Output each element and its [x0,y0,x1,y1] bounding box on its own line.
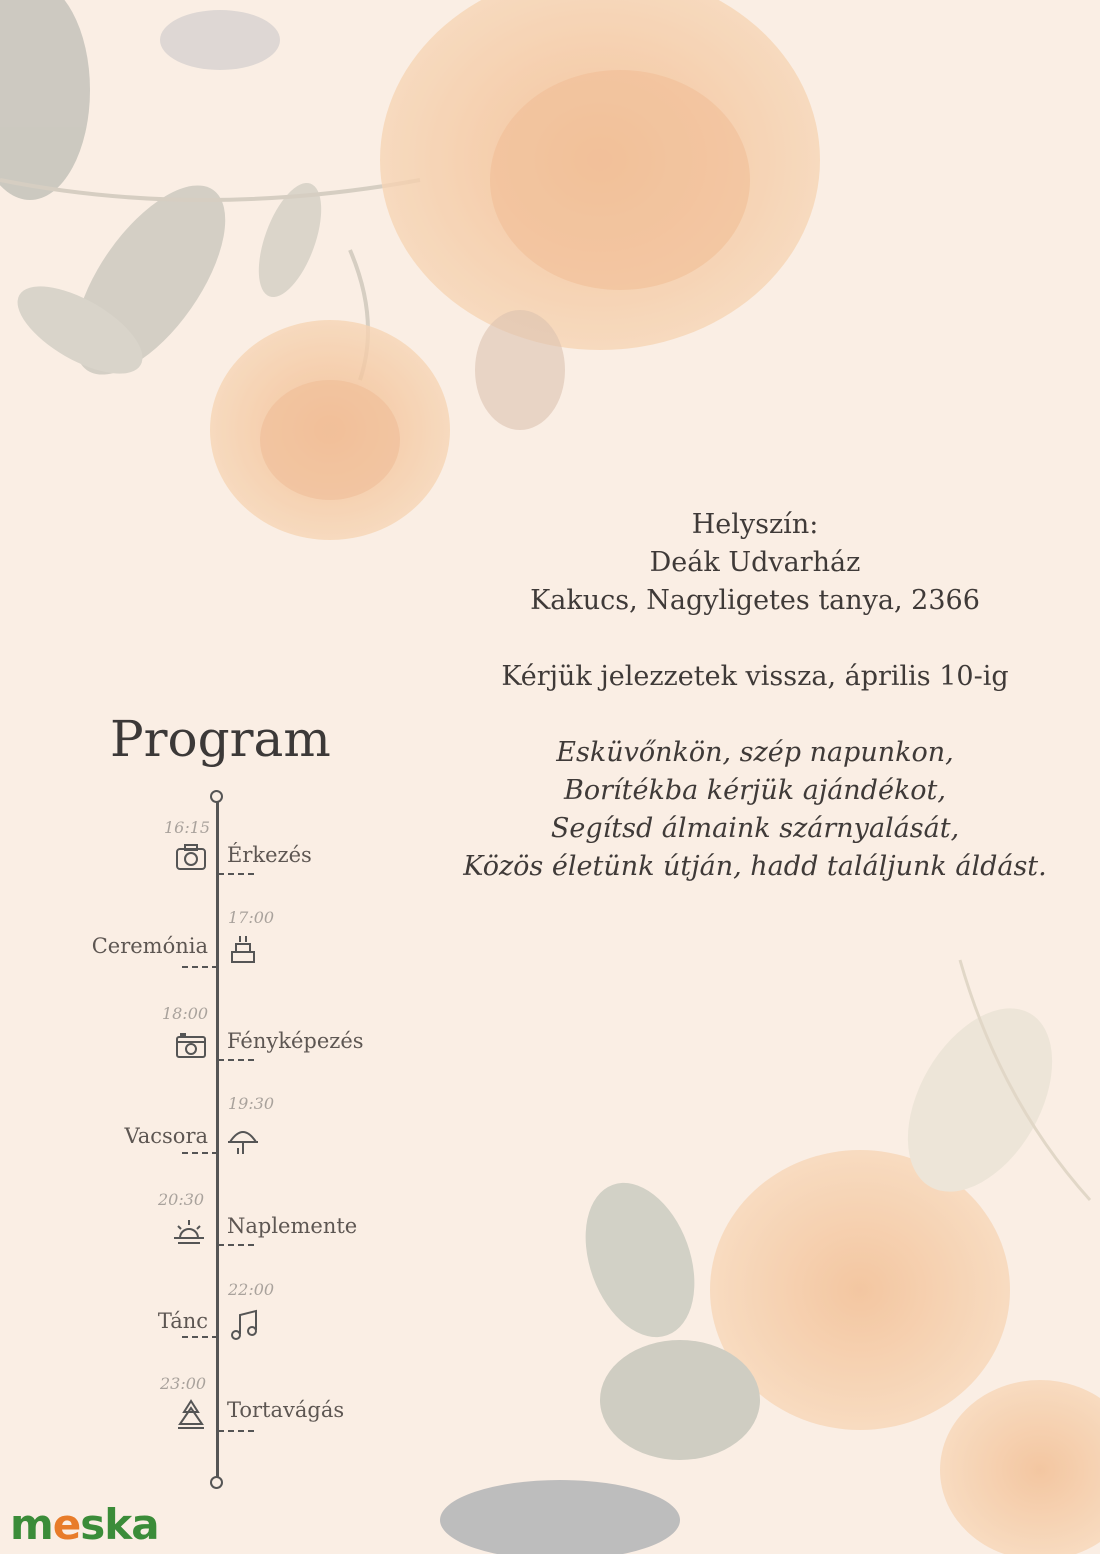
program-time: 19:30 [228,1094,275,1113]
meska-logo[interactable]: meska [10,1500,159,1549]
timeline-dash [218,1059,254,1061]
poem-line: Segítsd álmaink szárnyalását, [550,813,960,844]
cloche-icon [226,1122,260,1156]
venue-info [420,506,1090,886]
program-label: Tánc [157,1309,208,1333]
timeline-dash [182,1336,218,1338]
poem-line: Közös életünk útján, hadd találjunk áldást. [463,851,1047,882]
program-time: 16:15 [164,818,211,837]
venue-address: Kakucs, Nagyligetes tanya, 2366 [530,585,980,616]
timeline-dash [182,1152,218,1154]
program-label: Érkezés [227,843,312,867]
music-note-icon [228,1308,262,1342]
program-label: Tortavágás [227,1398,345,1422]
timeline-line [216,800,219,1478]
venue-heading: Helyszín: [691,509,819,540]
rsvp-text: Kérjük jelezzetek vissza, április 10-ig [501,661,1009,692]
photo-camera-icon [174,1028,208,1062]
timeline-end-cap [210,1476,223,1489]
program-time: 17:00 [228,908,275,927]
poem-line: Esküvőnkön, szép napunkon, [556,737,954,768]
program-time: 22:00 [228,1280,275,1299]
poem-line: Borítékba kérjük ajándékot, [563,775,946,806]
program-time: 20:30 [158,1190,205,1209]
timeline-dash [218,873,254,875]
timeline-dash [218,1244,254,1246]
sunset-icon [172,1216,206,1250]
camera-icon [174,840,208,874]
wedding-cake-icon [226,932,260,966]
program-title: Program [110,710,331,768]
program-time: 23:00 [160,1374,207,1393]
timeline-dash [218,1430,254,1432]
timeline-start-cap [210,790,223,803]
program-time: 18:00 [162,1004,209,1023]
timeline-dash [182,966,218,968]
cake-icon [174,1398,208,1432]
program-label: Fényképezés [227,1029,364,1053]
bottom-flowers [440,960,1100,1554]
program-label: Ceremónia [91,934,208,958]
program-label: Vacsora [124,1124,208,1148]
program-label: Naplemente [227,1214,358,1238]
venue-name: Deák Udvarház [649,547,861,578]
